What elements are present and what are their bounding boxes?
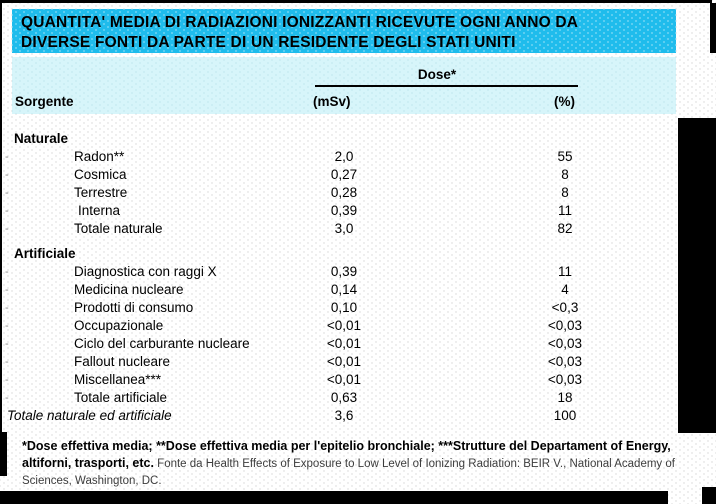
row-bullet: - bbox=[5, 169, 9, 181]
column-header-pct: (%) bbox=[554, 94, 575, 109]
row-pct-value: 82 bbox=[557, 221, 573, 236]
row-msv-value: 0,10 bbox=[330, 300, 358, 315]
row-label: Interna bbox=[78, 203, 121, 218]
table-row bbox=[0, 184, 680, 202]
row-pct-value: 18 bbox=[557, 390, 573, 405]
column-header-msv: (mSv) bbox=[313, 94, 351, 109]
row-pct-value: 8 bbox=[561, 185, 569, 200]
footnote-definitions: *Dose effettiva media; **Dose effettiva media per l'epitelio bronchiale; ***Strutture del Departament of Energy, altiforni, trasporti, etc. bbox=[22, 439, 671, 470]
row-msv-value: 3,6 bbox=[334, 408, 354, 423]
row-msv-value: <0,01 bbox=[326, 336, 362, 351]
row-label: Prodotti di consumo bbox=[74, 300, 194, 315]
row-msv-value: 0,27 bbox=[330, 167, 358, 182]
row-bullet: - bbox=[5, 205, 9, 217]
row-label: Miscellanea*** bbox=[74, 372, 162, 387]
table-row bbox=[0, 148, 680, 166]
table-row bbox=[0, 281, 680, 299]
row-label: Fallout nucleare bbox=[74, 354, 171, 369]
section-name: Naturale bbox=[14, 131, 69, 146]
row-msv-value: 3,0 bbox=[334, 221, 354, 236]
section-header bbox=[0, 130, 680, 148]
row-msv-value: 0,28 bbox=[330, 185, 358, 200]
row-bullet: - bbox=[5, 302, 9, 314]
row-bullet: - bbox=[5, 187, 9, 199]
row-label: Medicina nucleare bbox=[74, 282, 184, 297]
scan-border-bottom bbox=[0, 491, 668, 504]
footnote-source: Fonte da Health Effects of Exposure to Low Level of Ionizing Radiation: BEIR V., National Academy of Sciences, Washington, DC. bbox=[22, 457, 675, 487]
column-header-dose: Dose* bbox=[417, 67, 457, 82]
row-pct-value: 55 bbox=[557, 149, 573, 164]
row-pct-value: <0,03 bbox=[547, 354, 583, 369]
row-msv-value: 0,63 bbox=[330, 390, 358, 405]
table-row bbox=[0, 317, 680, 335]
row-bullet: - bbox=[5, 374, 9, 386]
row-bullet: - bbox=[5, 223, 9, 235]
row-pct-value: 11 bbox=[557, 203, 572, 218]
footnote bbox=[12, 438, 696, 490]
table-row bbox=[0, 371, 680, 389]
row-bullet: - bbox=[5, 266, 9, 278]
row-msv-value: <0,01 bbox=[326, 354, 362, 369]
column-header-sorgente: Sorgente bbox=[15, 94, 74, 109]
row-bullet: - bbox=[5, 338, 9, 350]
row-bullet: - bbox=[5, 320, 9, 332]
table-row bbox=[0, 389, 680, 407]
row-pct-value: <0,03 bbox=[547, 336, 583, 351]
scan-border-right-top bbox=[710, 3, 716, 53]
row-msv-value: 2,0 bbox=[334, 149, 354, 164]
row-bullet: - bbox=[5, 356, 9, 368]
row-pct-value: <0,03 bbox=[547, 372, 583, 387]
dose-underline bbox=[315, 85, 578, 87]
scan-black-block-right bbox=[678, 118, 716, 433]
row-pct-value: <0,3 bbox=[551, 300, 579, 315]
row-pct-value: 4 bbox=[561, 282, 569, 297]
table-row bbox=[0, 353, 680, 371]
row-label: Totale artificiale bbox=[74, 390, 168, 405]
scan-border-bottom-right bbox=[702, 487, 716, 504]
row-label: Diagnostica con raggi X bbox=[74, 264, 217, 279]
row-pct-value: 100 bbox=[553, 408, 577, 423]
scan-border-left-notch bbox=[0, 432, 7, 476]
row-label: Radon** bbox=[74, 149, 125, 164]
row-pct-value: 11 bbox=[557, 264, 572, 279]
section-name: Artificiale bbox=[14, 246, 76, 261]
row-msv-value: 0,39 bbox=[330, 264, 358, 279]
grand-total-row bbox=[0, 407, 680, 425]
row-msv-value: <0,01 bbox=[326, 372, 362, 387]
table-row bbox=[0, 263, 680, 281]
row-pct-value: <0,03 bbox=[547, 318, 583, 333]
row-label: Ciclo del carburante nucleare bbox=[74, 336, 250, 351]
row-msv-value: 0,39 bbox=[330, 203, 358, 218]
row-label: Cosmica bbox=[74, 167, 127, 182]
table-title-bar bbox=[12, 9, 676, 53]
table-row bbox=[0, 335, 680, 353]
row-bullet: - bbox=[5, 392, 9, 404]
table-body bbox=[0, 130, 680, 425]
row-label: Terrestre bbox=[74, 185, 128, 200]
scan-border-top bbox=[0, 0, 712, 3]
table-row bbox=[0, 220, 680, 238]
table-row bbox=[0, 166, 680, 184]
table-row bbox=[0, 299, 680, 317]
table-column-header bbox=[12, 57, 676, 114]
row-label: Totale naturale ed artificiale bbox=[7, 408, 172, 423]
row-bullet: - bbox=[5, 151, 9, 163]
title-line1: QUANTITA' MEDIA DI RADIAZIONI IONIZZANTI RICEVUTE OGNI ANNO DA bbox=[21, 14, 579, 31]
row-msv-value: <0,01 bbox=[326, 318, 362, 333]
row-bullet: - bbox=[5, 284, 9, 296]
row-msv-value: 0,14 bbox=[330, 282, 358, 297]
row-label: Occupazionale bbox=[74, 318, 164, 333]
row-label: Totale naturale bbox=[74, 221, 163, 236]
section-header bbox=[0, 245, 680, 263]
row-pct-value: 8 bbox=[561, 167, 569, 182]
table-row bbox=[0, 202, 680, 220]
title-line2: DIVERSE FONTI DA PARTE DI UN RESIDENTE DEGLI STATI UNITI bbox=[21, 33, 516, 51]
